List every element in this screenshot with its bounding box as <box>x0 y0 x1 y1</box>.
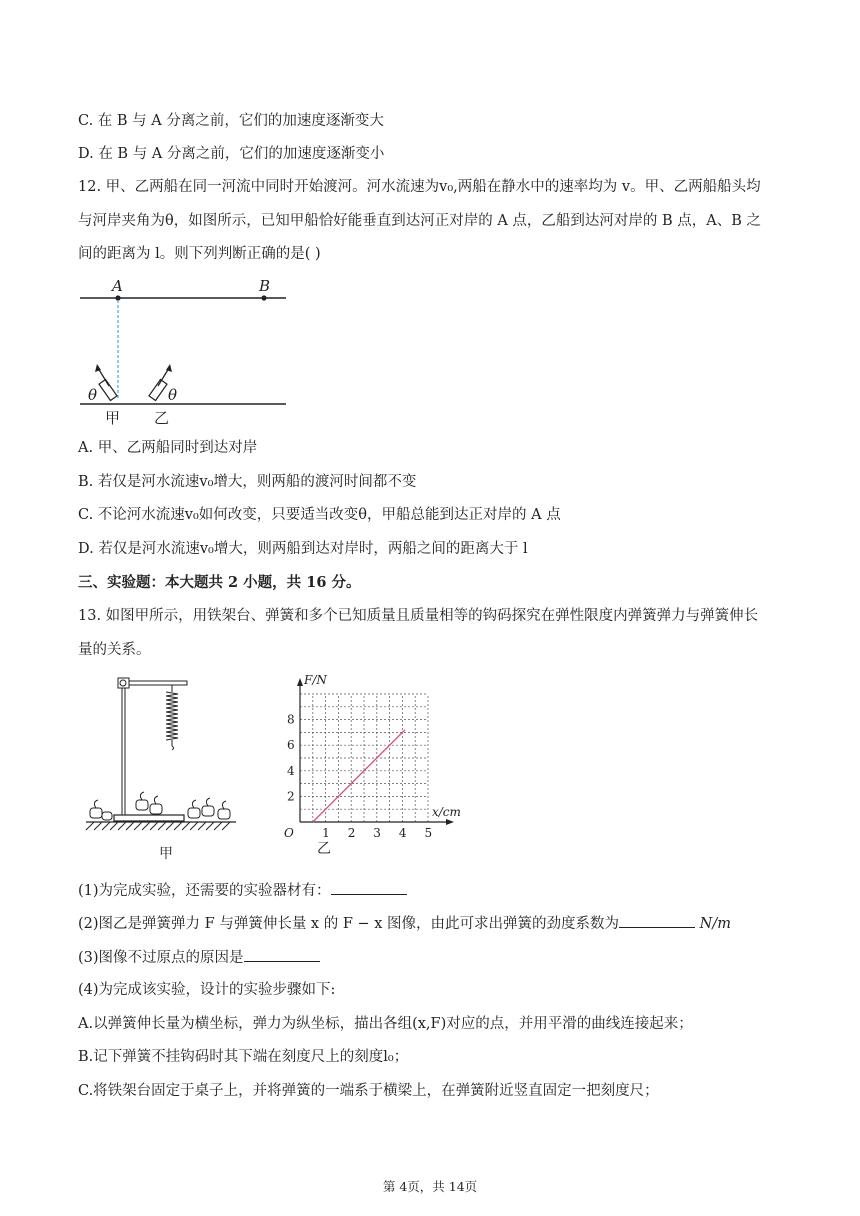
q13-sub1-text: (1)为完成实验，还需要的实验器材有： <box>78 883 331 899</box>
theta-jia: θ <box>88 386 98 404</box>
q11-option-d: D. 在 B 与 A 分离之前，它们的加速度逐渐变小 <box>78 146 385 162</box>
data-line <box>313 730 405 822</box>
x-tick-label: 2 <box>347 826 356 840</box>
chart-caption: 乙 <box>317 841 331 857</box>
theta-yi: θ <box>168 386 178 404</box>
x-tick-label: 3 <box>373 826 381 840</box>
q13-sub2-text: (2)图乙是弹簧弹力 F 与弹簧伸长量 x 的 F − x 图像，由此可求出弹簧的劲度系数为 <box>78 916 620 932</box>
y-tick-label: 2 <box>287 789 295 804</box>
x-axis-arrow <box>446 819 454 825</box>
chart-axes <box>297 678 454 825</box>
chart-tick-labels <box>284 673 461 840</box>
boat-jia <box>95 364 117 400</box>
chart-grid <box>300 694 428 822</box>
label-a: A <box>112 277 123 295</box>
stand-rod <box>122 682 125 815</box>
q12-option-d: D. 若仅是河水流速v₀增大，则两船到达对岸时，两船之间的距离大于 l <box>78 541 528 557</box>
y-tick-label: 8 <box>287 712 295 727</box>
answer-blank-1[interactable] <box>331 880 407 895</box>
point-b <box>261 295 266 300</box>
q13-apparatus-figure <box>80 672 240 864</box>
q11-option-c: C. 在 B 与 A 分离之前，它们的加速度逐渐变大 <box>78 113 384 129</box>
stand-base <box>114 815 184 821</box>
label-yi: 乙 <box>154 409 170 427</box>
q12-option-b: B. 若仅是河水流速v₀增大，则两船的渡河时间都不变 <box>78 474 417 490</box>
x-axis-label: x/cm <box>432 805 461 819</box>
q12-option-c: C. 不论河水流速v₀如何改变，只要适当改变θ，甲船总能到达正对岸的 A 点 <box>78 507 561 523</box>
q13-sub3 <box>78 947 320 968</box>
q12-stem-line2: 与河岸夹角为θ，如图所示，已知甲船恰好能垂直到达河正对岸的 A 点，乙船到达河对岸的 B 点，A、B 之 <box>78 213 762 229</box>
label-b: B <box>259 277 271 295</box>
q12-stem-line3: 间的距离为 l。则下列判断正确的是( ) <box>78 246 321 262</box>
spring <box>166 685 178 750</box>
q13-step-a: A.以弹簧伸长量为横坐标，弹力为纵坐标，描出各组(x,F)对应的点，并用平滑的曲线连接起来； <box>78 1016 693 1032</box>
point-a <box>115 295 120 300</box>
q13-step-b: B.记下弹簧不挂钩码时其下端在刻度尺上的刻度l₀； <box>78 1049 409 1065</box>
q13-stem-line1: 13. 如图甲所示，用铁架台、弹簧和多个已知质量且质量相等的钩码探究在弹性限度内弹簧弹力与弹簧伸长 <box>78 608 759 624</box>
y-tick-label: 4 <box>287 763 295 778</box>
q12-stem-line1: 12. 甲、乙两船在同一河流中同时开始渡河。河水流速为v₀,两船在静水中的速率均为 v。甲、乙两船船头均 <box>78 179 761 195</box>
x-tick-label: 4 <box>398 826 407 840</box>
q13-sub2 <box>78 913 731 934</box>
q13-sub1 <box>78 880 407 901</box>
x-tick-label: 5 <box>424 826 433 840</box>
stand-beam <box>129 681 187 685</box>
q13-sub2-unit: N/m <box>699 916 731 932</box>
section3-title: 三、实验题：本大题共 2 小题，共 16 分。 <box>78 574 361 591</box>
q13-sub4: (4)为完成该实验，设计的实验步骤如下: <box>78 982 336 998</box>
q13-step-c: C.将铁架台固定于桌子上，并将弹簧的一端系于横梁上，在弹簧附近竖直固定一把刻度尺； <box>78 1083 659 1099</box>
q13-fx-chart <box>270 670 470 862</box>
answer-blank-3[interactable] <box>244 947 320 962</box>
q13-stem-line2: 量的关系。 <box>78 642 151 658</box>
q12-option-a: A. 甲、乙两船同时到达对岸 <box>78 440 258 456</box>
y-axis-label: F/N <box>304 673 327 687</box>
label-jia: 甲 <box>105 409 121 427</box>
answer-blank-2[interactable] <box>619 913 695 928</box>
page-footer: 第 4页，共 14页 <box>382 1179 478 1194</box>
fig-jia-caption: 甲 <box>159 846 173 862</box>
q13-sub3-text: (3)图像不过原点的原因是 <box>78 950 244 966</box>
chart-series <box>313 730 405 822</box>
q12-river-diagram <box>78 276 298 428</box>
origin-label: O <box>284 826 294 840</box>
x-tick-label: 1 <box>322 826 330 840</box>
y-axis-arrow <box>297 678 303 686</box>
y-tick-label: 6 <box>287 738 295 753</box>
